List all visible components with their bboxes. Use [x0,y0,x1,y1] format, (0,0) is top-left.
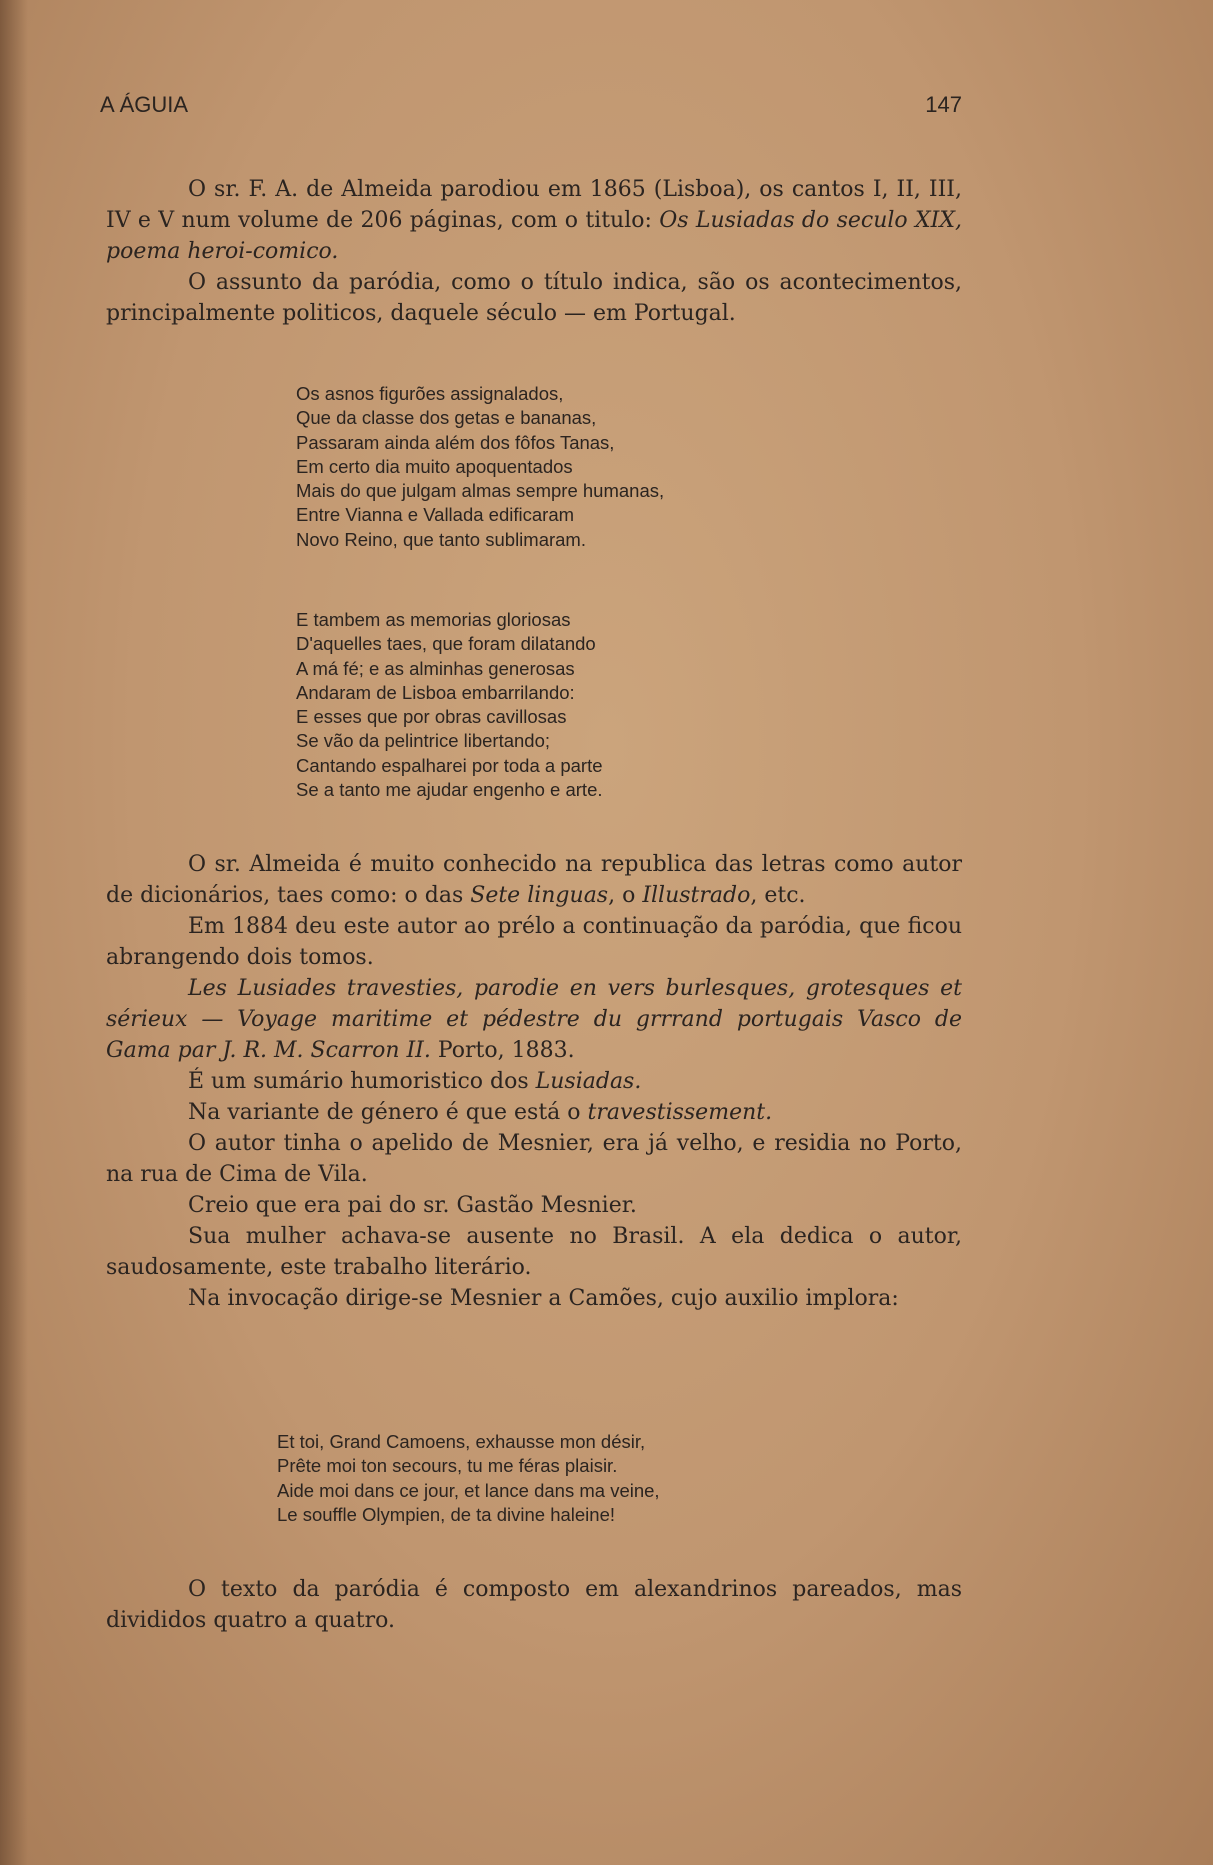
intro-paragraphs [106,174,962,329]
verse-line: Os asnos figurões assignalados, [296,383,564,404]
paragraph [106,973,962,1066]
paragraph [106,1283,962,1314]
paragraph [106,174,962,267]
text-run: Porto, 1883. [430,1038,575,1063]
paragraph [106,1066,962,1097]
paragraph [106,849,962,911]
paragraph [106,1128,962,1190]
paragraph [106,267,962,329]
verse-line: Entre Vianna e Vallada edificaram [296,504,575,526]
verse-line: Passaram ainda além dos fôfos Tanas, [296,431,615,453]
verse-stanza-2 [296,608,603,802]
verse-line: E esses que por obras cavillosas [296,706,567,728]
verse-line: Se a tanto me ajudar engenho e arte. [296,779,603,801]
paragraph [106,1190,962,1221]
italic-text: travestissement. [587,1100,773,1125]
verse-line: Le souffle Olympien, de ta divine haleine! [277,1503,616,1525]
verse-line: Mais do que julgam almas sempre humanas, [296,480,665,502]
verse-stanza-3 [277,1430,660,1527]
text-run: Sua mulher achava-se ausente no Brasil. A ela dedica o autor, saudosamente, este trabalho literário. [106,1224,962,1280]
paragraph [106,1097,962,1128]
paragraph [106,1574,962,1636]
verse-line: Cantando espalharei por toda a parte [296,754,603,776]
text-run: , o [608,883,643,908]
body-paragraphs [106,849,962,1314]
page-edge-shadow [0,0,28,1865]
verse-line: D'aquelles taes, que foram dilatando [296,633,596,655]
verse-line: A má fé; e as alminhas generosas [296,657,575,679]
italic-text: Sete linguas [470,883,609,908]
text-run: Em 1884 deu este autor ao prélo a continuação da paródia, que ficou abrangendo dois tomos. [106,914,962,970]
verse-line: Aide moi dans ce jour, et lance dans ma veine, [277,1479,660,1501]
verse-line: Andaram de Lisboa embarrilando: [296,681,575,703]
journal-title: A ÁGUIA [100,92,189,117]
text-run: O assunto da paródia, como o título indica, são os acontecimentos, principalmente politicos, daquele século — em Portugal. [106,270,962,326]
text-run: O texto da paródia é composto em alexandrinos pareados, mas divididos quatro a quatro. [106,1577,962,1633]
text-run: O sr. Almeida é muito conhecido na republica das letras como autor de dicionários, taes como: o das [106,852,962,908]
verse-stanza-1 [296,382,664,552]
running-header [100,92,962,122]
text-run: Na invocação dirige-se Mesnier a Camões, cujo auxilio implora: [188,1286,899,1311]
italic-text: Lusiadas. [535,1069,642,1094]
text-run: Na variante de género é que está o [188,1100,588,1125]
text-run: O sr. F. A. de Almeida parodiou em 1865 (Lisboa), os cantos I, II, III, IV e V num volume de 206 páginas, com o titulo: [106,177,962,233]
verse-line: Em certo dia muito apoquentados [296,455,573,477]
verse-line: Novo Reino, que tanto sublimaram. [296,528,586,550]
closing-paragraph [106,1574,962,1636]
page-number: 147 [925,92,962,117]
text-run: É um sumário humoristico dos [188,1069,536,1094]
text-run: Creio que era pai do sr. Gastão Mesnier. [188,1193,637,1218]
verse-line: Se vão da pelintrice libertando; [296,730,551,752]
text-run: O autor tinha o apelido de Mesnier, era já velho, e residia no Porto, na rua de Cima de Vila. [106,1131,962,1187]
verse-line: Et toi, Grand Camoens, exhausse mon désir, [277,1431,646,1452]
verse-line: Prête moi ton secours, tu me féras plaisir. [277,1455,618,1477]
verse-line: E tambem as memorias gloriosas [296,609,571,630]
italic-text: Les Lusiades travesties, parodie en vers burlesques, grotesques et sérieux — Voyage maritime et pédestre du grrrand portugais Vasco de Gama par J. R. M. Scarron II. [106,976,962,1063]
paragraph [106,911,962,973]
paragraph [106,1221,962,1283]
italic-text: Illustrado [642,883,751,908]
italic-text: Os Lusiadas do seculo XIX, poema heroi-comico. [106,208,962,264]
verse-line: Que da classe dos getas e bananas, [296,407,597,429]
text-run: , etc. [750,883,806,908]
